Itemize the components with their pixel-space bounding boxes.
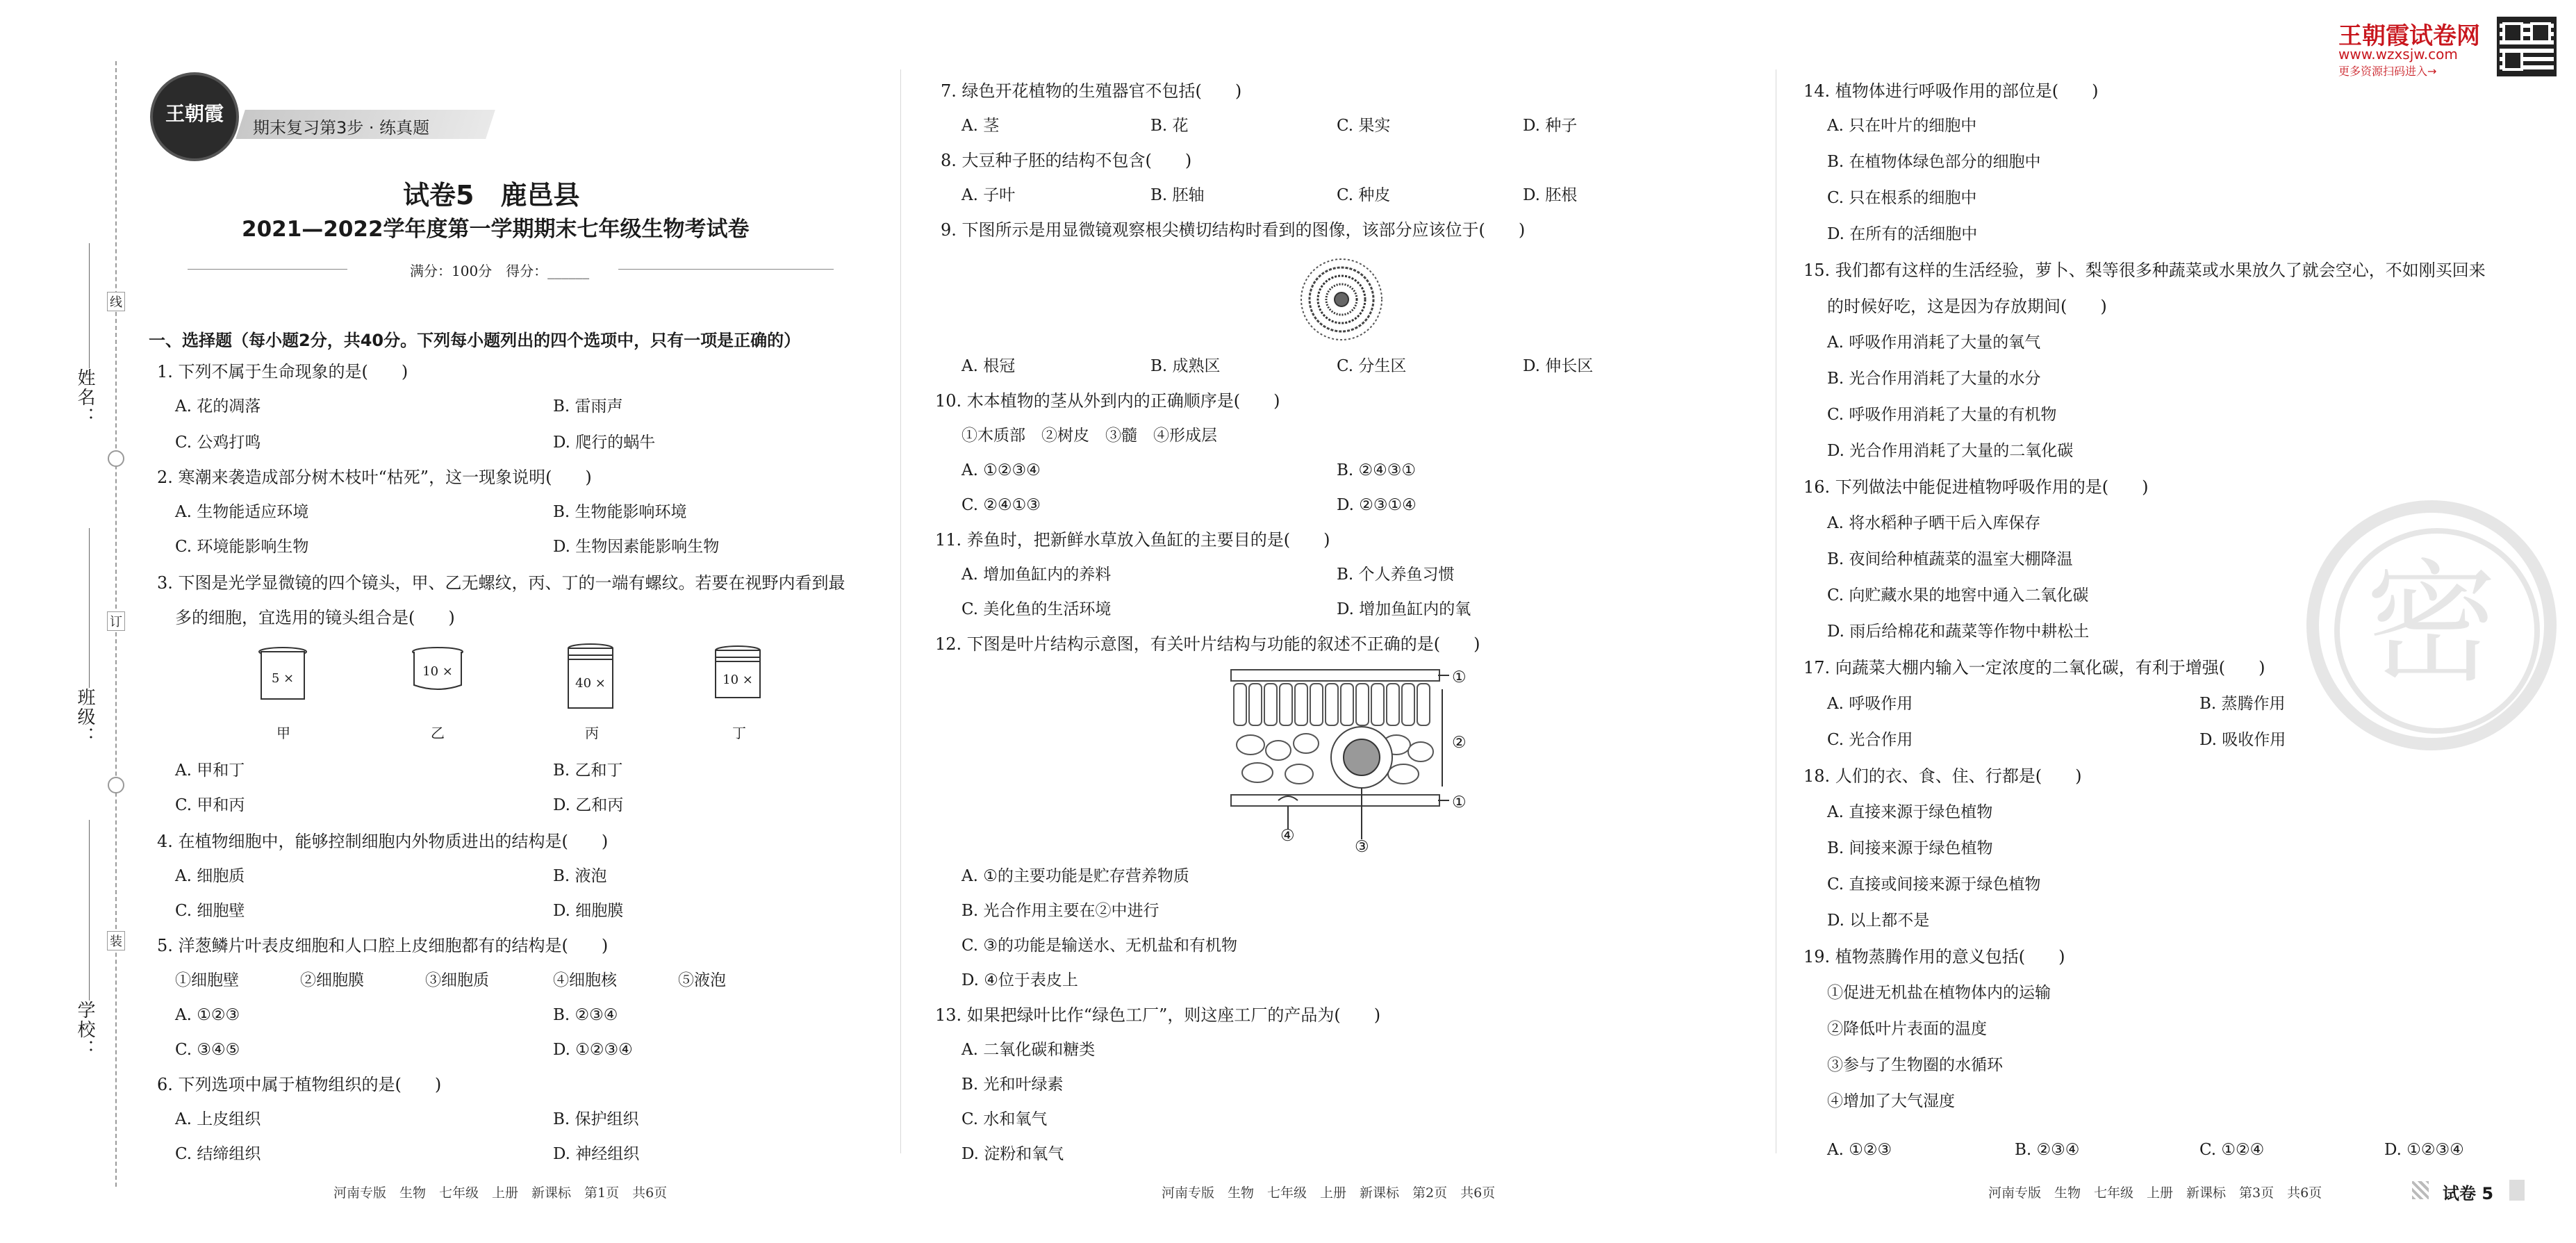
step-banner-text: 期末复习第3步 · 练真题 [253,118,430,138]
leaf-label-1-bottom: ① [1452,793,1467,812]
lens-ding-label: 丁 [732,725,746,741]
q1-stem: 1. 下列不属于生命现象的是( ) [157,362,408,381]
confidential-seal-icon [2306,500,2557,750]
binding-mark-xian: 线 [107,292,125,311]
brand-logo-icon [150,72,239,161]
q6-option-b[interactable]: B. 保护组织 [553,1110,639,1128]
q8-option-c[interactable]: C. 种皮 [1337,186,1391,204]
q10-option-c[interactable]: C. ②④①③ [961,496,1041,514]
exam-title: 试卷5 鹿邑县 [403,180,580,211]
binding-mark-zhuang: 装 [107,931,125,950]
q19-item-2: ②降低叶片表面的温度 [1827,1020,1987,1038]
q2-option-a[interactable]: A. 生物能适应环境 [175,503,309,521]
q16-option-a[interactable]: A. 将水稻种子晒干后入库保存 [1827,514,2041,532]
q16-stem: 16. 下列做法中能促进植物呼吸作用的是( ) [1803,477,2149,497]
footer-tag-bar [2509,1180,2525,1201]
q9-option-a[interactable]: A. 根冠 [961,357,1016,375]
q19-option-c[interactable]: C. ①②④ [2199,1141,2265,1159]
q5-stem: 5. 洋葱鳞片叶表皮细胞和人口腔上皮细胞都有的结构是( ) [157,936,609,955]
confidential-seal-text: 密 [2365,547,2497,700]
q7-option-a[interactable]: A. 茎 [961,117,1000,135]
class-label: 班级： [74,688,95,746]
lens-yi-label: 乙 [431,725,445,741]
q7-option-d[interactable]: D. 种子 [1523,117,1578,135]
q3-option-d[interactable]: D. 乙和丙 [553,796,624,814]
exam-subtitle: 2021—2022学年度第一学期期末七年级生物考试卷 [242,217,750,242]
school-label: 学校： [74,1001,95,1059]
q2-stem: 2. 寒潮来袭造成部分树木枝叶“枯死”，这一现象说明( ) [157,468,592,487]
lens-yi-mag: 10 × [422,664,453,679]
q19-item-1: ①促进无机盐在植物体内的运输 [1827,984,2051,1002]
q12-option-d[interactable]: D. ④位于表皮上 [961,971,1078,989]
footer-tag-deco-icon [2412,1181,2429,1199]
q6-option-a[interactable]: A. 上皮组织 [175,1110,261,1128]
q13-option-d[interactable]: D. 淀粉和氧气 [961,1145,1064,1163]
q10-items: ①木质部 ②树皮 ③髓 ④形成层 [961,427,1217,445]
q14-stem: 14. 植物体进行呼吸作用的部位是( ) [1803,81,2099,101]
name-underline [89,243,90,368]
score-rule-right [618,269,834,270]
q18-stem: 18. 人们的衣、食、住、行都是( ) [1803,766,2082,786]
q11-option-d[interactable]: D. 增加鱼缸内的氧 [1337,600,1471,618]
lens-ding-figure [711,645,764,702]
leaf-label-3: ③ [1355,838,1369,856]
q6-option-d[interactable]: D. 神经组织 [553,1145,640,1163]
q10-option-d[interactable]: D. ②③①④ [1337,496,1417,514]
binding-hole-icon [108,777,124,793]
leaf-label-4: ④ [1280,827,1295,845]
q14-option-b[interactable]: B. 在植物体绿色部分的细胞中 [1827,153,2041,171]
q9-option-c[interactable]: C. 分生区 [1337,357,1407,375]
q2-option-b[interactable]: B. 生物能影响环境 [553,503,687,521]
q8-option-a[interactable]: A. 子叶 [961,186,1016,204]
q5-option-a[interactable]: A. ①②③ [175,1006,240,1024]
q11-option-c[interactable]: C. 美化鱼的生活环境 [961,600,1112,618]
leaf-label-1-top: ① [1452,668,1467,686]
brand-url: www.wzxsjw.com [2338,46,2458,63]
binding-mark-ding: 订 [107,611,125,631]
q15-option-b[interactable]: B. 光合作用消耗了大量的水分 [1827,370,2041,388]
brand-promo: 更多资源扫码进入→ [2338,65,2437,78]
q2-option-c[interactable]: C. 环境能影响生物 [175,538,309,556]
q17-option-d[interactable]: D. 吸收作用 [2199,731,2286,749]
q4-option-a[interactable]: A. 细胞质 [175,867,245,885]
leaf-structure-figure [1230,668,1459,849]
q9-stem: 9. 下图所示是用显微镜观察根尖横切结构时看到的图像，该部分应该位于( ) [941,220,1526,240]
q14-option-d[interactable]: D. 在所有的活细胞中 [1827,225,1978,243]
q17-stem: 17. 向蔬菜大棚内输入一定浓度的二氧化碳，有利于增强( ) [1803,658,2265,677]
q12-stem: 12. 下图是叶片结构示意图，有关叶片结构与功能的叙述不正确的是( ) [935,634,1480,654]
lens-jia-figure [257,646,308,703]
name-label: 姓名： [74,368,95,427]
q6-stem: 6. 下列选项中属于植物组织的是( ) [157,1075,442,1094]
q13-option-a[interactable]: A. 二氧化碳和糖类 [961,1041,1096,1059]
q3-option-b[interactable]: B. 乙和丁 [553,762,623,780]
leaf-label-2: ② [1452,734,1467,752]
lens-jia-mag: 5 × [271,671,295,686]
q15-option-c[interactable]: C. 呼吸作用消耗了大量的有机物 [1827,406,2057,424]
q18-option-a[interactable]: A. 直接来源于绿色植物 [1827,803,1993,821]
lens-yi-figure [410,646,465,695]
q7-option-c[interactable]: C. 果实 [1337,117,1391,135]
q13-stem: 13. 如果把绿叶比作“绿色工厂”，则这座工厂的产品为( ) [935,1005,1381,1025]
root-tip-cross-section-figure [1296,254,1387,345]
score-rule-left [188,269,347,270]
lens-ding-mag: 10 × [723,673,753,687]
q16-option-b[interactable]: B. 夜间给种植蔬菜的温室大棚降温 [1827,550,2073,568]
q16-option-d[interactable]: D. 雨后给棉花和蔬菜等作物中耕松土 [1827,623,2090,641]
footer-exam-tag: 试卷 5 [2443,1184,2494,1203]
q19-item-3: ③参与了生物圈的水循环 [1827,1056,2003,1074]
q1-option-a[interactable]: A. 花的凋落 [175,397,261,415]
q19-stem: 19. 植物蒸腾作用的意义包括( ) [1803,947,2065,966]
brand-logo-text: 王朝霞 [165,102,224,125]
q4-stem: 4. 在植物细胞中，能够控制细胞内外物质进出的结构是( ) [157,832,609,851]
q4-option-c[interactable]: C. 细胞壁 [175,902,245,920]
q14-option-c[interactable]: C. 只在根系的细胞中 [1827,189,1977,207]
brand-site-name: 王朝霞试卷网 [2338,22,2480,50]
q6-option-c[interactable]: C. 结缔组织 [175,1145,261,1163]
q1-option-d[interactable]: D. 爬行的蜗牛 [553,434,656,452]
q15-option-d[interactable]: D. 光合作用消耗了大量的二氧化碳 [1827,442,2074,460]
binding-hole-icon [108,450,124,467]
q11-option-b[interactable]: B. 个人养鱼习惯 [1337,566,1455,584]
class-underline [89,528,90,688]
q4-option-d[interactable]: D. 细胞膜 [553,902,624,920]
q1-option-b[interactable]: B. 雷雨声 [553,397,623,415]
q11-stem: 11. 养鱼时，把新鲜水草放入鱼缸的主要目的是( ) [935,530,1330,550]
q13-option-b[interactable]: B. 光和叶绿素 [961,1076,1064,1094]
q17-option-a[interactable]: A. 呼吸作用 [1827,695,1913,713]
q8-option-d[interactable]: D. 胚根 [1523,186,1578,204]
q17-option-b[interactable]: B. 蒸腾作用 [2199,695,2286,713]
q15-option-a[interactable]: A. 呼吸作用消耗了大量的氧气 [1827,334,2041,352]
q14-option-a[interactable]: A. 只在叶片的细胞中 [1827,117,1977,135]
score-line: 满分：100分 得分：______ [410,263,590,279]
q5-item-5: ⑤液泡 [678,971,726,989]
lens-bing-label: 丙 [585,725,599,741]
school-underline [89,820,90,1001]
q19-option-d[interactable]: D. ①②③④ [2384,1141,2464,1159]
footer-page1: 河南专版 生物 七年级 上册 新课标 第1页 共6页 [333,1185,668,1201]
q5-option-c[interactable]: C. ③④⑤ [175,1041,240,1059]
q15-stem-line1: 15. 我们都有这样的生活经验，萝卜、梨等很多种蔬菜或水果放久了就会空心，不如刚买回来 [1803,261,2486,280]
q5-option-b[interactable]: B. ②③④ [553,1006,618,1024]
footer-page2: 河南专版 生物 七年级 上册 新课标 第2页 共6页 [1162,1185,1496,1201]
q7-option-b[interactable]: B. 花 [1150,117,1189,135]
q12-option-a[interactable]: A. ①的主要功能是贮存营养物质 [961,867,1189,885]
q3-option-a[interactable]: A. 甲和丁 [175,762,245,780]
column-divider-1 [900,69,901,1153]
lens-bing-figure [564,643,617,712]
root-tip-cells-icon [1296,254,1387,345]
q7-stem: 7. 绿色开花植物的生殖器官不包括( ) [941,81,1242,101]
q4-option-b[interactable]: B. 液泡 [553,867,607,885]
q12-option-c[interactable]: C. ③的功能是输送水、无机盐和有机物 [961,937,1238,955]
q15-stem-line2: 的时候好吃，这是因为存放期间( ) [1827,297,2107,316]
q9-option-b[interactable]: B. 成熟区 [1150,357,1221,375]
lens-jia-label: 甲 [276,725,290,741]
q9-option-d[interactable]: D. 伸长区 [1523,357,1594,375]
q19-option-b[interactable]: B. ②③④ [2015,1141,2080,1159]
q19-option-a[interactable]: A. ①②③ [1827,1141,1892,1159]
q2-option-d[interactable]: D. 生物因素能影响生物 [553,538,720,556]
qr-code-icon [2497,17,2557,76]
q5-item-1: ①细胞壁 [175,971,239,989]
q3-stem-line2: 多的细胞，宜选用的镜头组合是( ) [175,608,455,627]
q18-option-c[interactable]: C. 直接或间接来源于绿色植物 [1827,875,2041,894]
q18-option-b[interactable]: B. 间接来源于绿色植物 [1827,839,1993,857]
q1-option-c[interactable]: C. 公鸡打鸣 [175,434,261,452]
q16-option-c[interactable]: C. 向贮藏水果的地窖中通入二氧化碳 [1827,586,2089,604]
leaf-cross-section-icon [1230,668,1459,849]
q5-item-4: ④细胞核 [553,971,617,989]
q11-option-a[interactable]: A. 增加鱼缸内的养料 [961,566,1112,584]
lens-bing-mag: 40 × [575,676,606,691]
q17-option-c[interactable]: C. 光合作用 [1827,731,1913,749]
q5-item-2: ②细胞膜 [300,971,364,989]
q18-option-d[interactable]: D. 以上都不是 [1827,912,1930,930]
q5-item-3: ③细胞质 [425,971,489,989]
section1-heading: 一、选择题（每小题2分，共40分。下列每小题列出的四个选项中，只有一项是正确的） [149,331,801,350]
q5-option-d[interactable]: D. ①②③④ [553,1041,633,1059]
q10-stem: 10. 木本植物的茎从外到内的正确顺序是( ) [935,391,1280,411]
q10-option-a[interactable]: A. ①②③④ [961,461,1041,479]
q13-option-c[interactable]: C. 水和氧气 [961,1110,1048,1128]
q8-stem: 8. 大豆种子胚的结构不包含( ) [941,151,1192,170]
footer-page3: 河南专版 生物 七年级 上册 新课标 第3页 共6页 [1988,1185,2322,1201]
q8-option-b[interactable]: B. 胚轴 [1150,186,1205,204]
q19-item-4: ④增加了大气湿度 [1827,1092,1955,1110]
q12-option-b[interactable]: B. 光合作用主要在②中进行 [961,902,1159,920]
q3-stem-line1: 3. 下图是光学显微镜的四个镜头，甲、乙无螺纹，丙、丁的一端有螺纹。若要在视野内看到最 [157,573,845,593]
q3-option-c[interactable]: C. 甲和丙 [175,796,245,814]
q10-option-b[interactable]: B. ②④③① [1337,461,1417,479]
